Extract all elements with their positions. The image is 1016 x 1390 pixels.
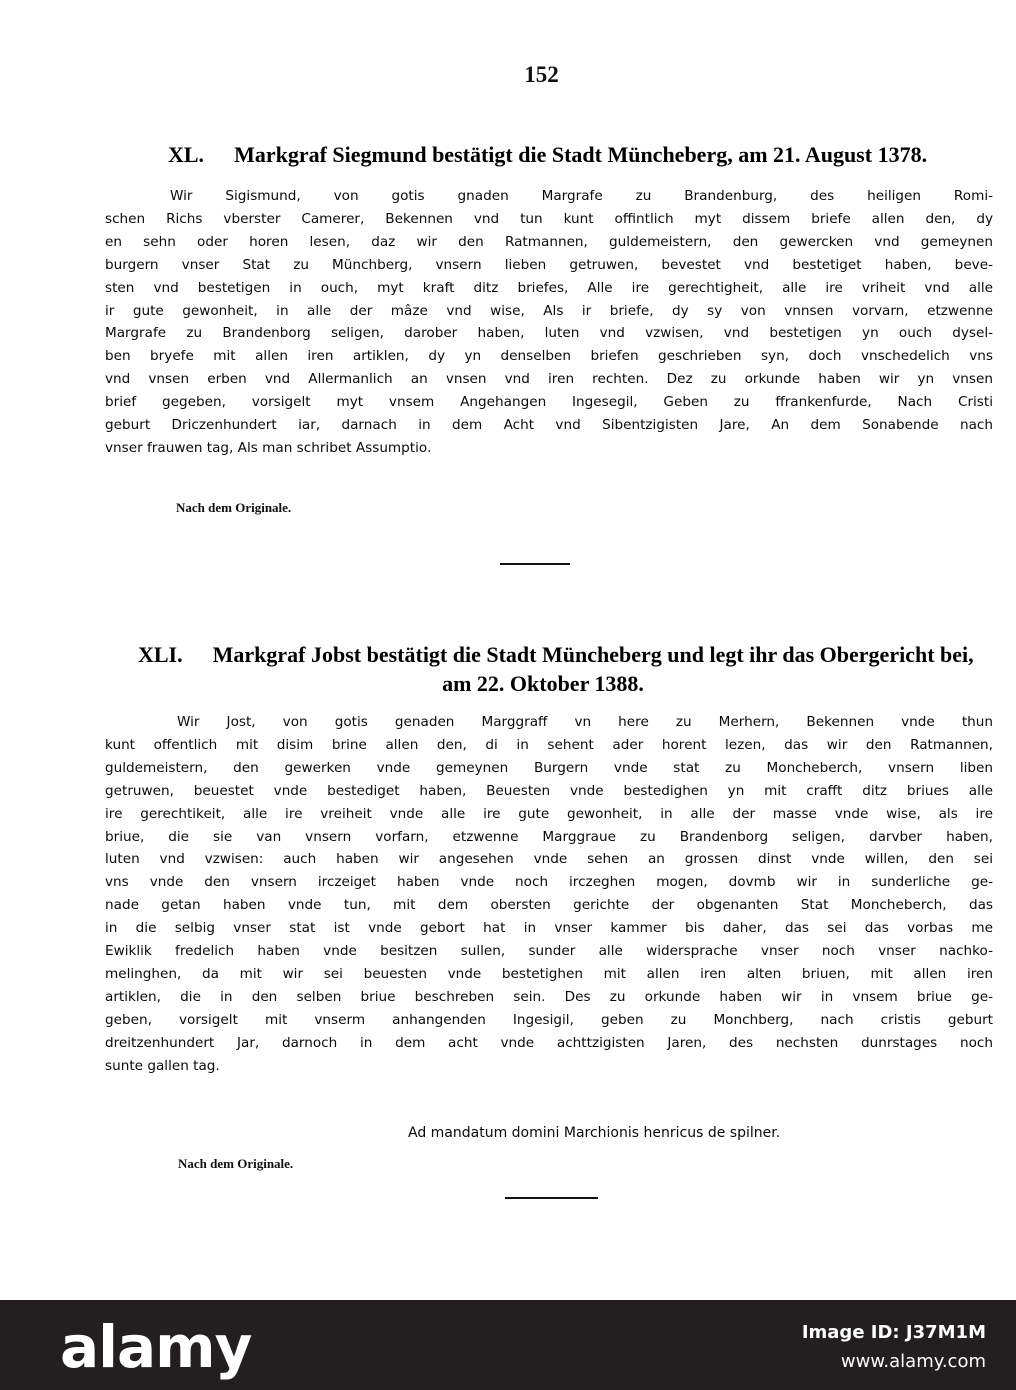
- text-line: geben, vorsigelt mit vnserm anhangenden Ingesigil, geben zu Monchberg, nach cristis geburt: [105, 1011, 993, 1028]
- text-line: ir gute gewonheit, in alle der mâze vnd wise, Als ir briefe, dy sy von vnnsen vorvarn, etzwenne: [105, 302, 993, 319]
- text-line: luten vnd vzwisen: auch haben wir angesehen vnde sehen an grossen dinst vnde willen, den sei: [105, 851, 993, 868]
- text-line: sunte gallen tag.: [105, 1057, 220, 1074]
- section-divider: [505, 1197, 598, 1199]
- text-line: en sehn oder horen lesen, daz wir den Ratmannen, guldemeistern, den gewercken vnd gemeynen: [105, 233, 993, 250]
- image-id: Image ID: J37M1M: [801, 1322, 986, 1343]
- text-line: in die selbig vnser stat ist vnde gebort hat in vnser kammer bis daher, das sei das vorbas me: [105, 920, 993, 937]
- signature-line: Ad mandatum domini Marchionis henricus de spilner.: [408, 1125, 781, 1141]
- text-line: artiklen, die in den selben briue beschreben sein. Des zu orkunde haben wir in vnsem briue ge-: [105, 988, 993, 1005]
- document-title: Markgraf Jobst bestätigt die Stadt Müncheberg und legt ihr das Obergericht bei,: [212, 642, 974, 667]
- image-info: [802, 1322, 986, 1372]
- text-line: vnser frauwen tag, Als man schribet Assumptio.: [105, 439, 432, 456]
- text-line: vns vnde den vnsern irczeiget haben vnde noch irczeghen mogen, dovmb wir in sunderliche ge-: [105, 874, 993, 891]
- text-line: melinghen, da mit wir sei beuesten vnde bestetighen mit allen iren alten briuen, mit allen iren: [105, 965, 993, 982]
- text-line: getruwen, beuestet vnde bestediget haben, Beuesten vnde bestedighen yn mit crafft ditz briues alle: [105, 782, 993, 799]
- text-line: geburt Driczenhundert iar, darnach in dem Acht vnd Sibentzigisten Jare, An dem Sonabende nach: [105, 417, 993, 434]
- site-url: www.alamy.com: [840, 1351, 986, 1372]
- text-line: Ewiklik fredelich haben vnde besitzen sullen, sunder alle widersprache vnser noch vnser nachko-: [105, 943, 993, 960]
- text-line: Wir Jost, von gotis genaden Marggraff vn here zu Merhern, Bekennen vnde thun: [177, 714, 993, 730]
- source-note: Nach dem Originale.: [176, 500, 292, 515]
- text-line: schen Richs vberster Camerer, Bekennen vnd tun kunt offintlich myt dissem briefe allen den, dy: [105, 210, 993, 227]
- document-numeral: XLI.: [138, 642, 183, 667]
- document-body-xli: [105, 711, 993, 1078]
- text-line: ire gerechtikeit, alle ire vreiheit vnde alle ire gute gewonheit, in alle der masse vnde wise, als ire: [105, 805, 993, 822]
- page-number: 152: [524, 62, 559, 87]
- text-line: brief gegeben, vorsigelt myt vnsem Angehangen Ingesegil, Geben zu ffrankenfurde, Nach Cristi: [105, 394, 993, 411]
- text-line: briue, die sie van vnsern vorfarn, etzwenne Marggraue zu Brandenborg seligen, darvber haben,: [105, 828, 993, 845]
- text-line: sten vnd bestetigen in ouch, myt kraft ditz briefes, Alle ire gerechtigheit, alle ire vriheit vnd alle: [105, 279, 993, 296]
- text-line: burgern vnser Stat zu Münchberg, vnsern lieben getruwen, bevestet vnd bestetiget haben, beve-: [105, 256, 993, 273]
- document-heading-xli: [138, 640, 1016, 698]
- watermark-footer: [0, 1300, 1016, 1390]
- text-line: guldemeistern, den gewerken vnde gemeynen Burgern vnde stat zu Moncheberch, vnsern liben: [105, 759, 993, 776]
- source-note: Nach dem Originale.: [178, 1156, 294, 1171]
- document-body-xl: [105, 185, 993, 460]
- section-divider: [500, 563, 570, 565]
- document-heading-xl: [168, 140, 1016, 169]
- text-line: kunt offentlich mit disim brine allen den, di in sehent ader horent lezen, das wir den Ratmannen,: [105, 736, 993, 753]
- text-line: ben bryefe mit allen iren artiklen, dy yn denselben briefen geschrieben syn, doch vnschedelich vns: [105, 348, 993, 365]
- text-line: Margrafe zu Brandenborg seligen, darober haben, luten vnd vzwisen, vnd bestetigen yn ouch dysel-: [105, 325, 993, 342]
- text-line: Wir Sigismund, von gotis gnaden Margrafe zu Brandenburg, des heiligen Romi-: [170, 188, 993, 204]
- document-title-date: am 22. Oktober 1388.: [442, 671, 644, 696]
- text-line: vnd vnsen erben vnd Allermanlich an vnsen vnd iren rechten. Dez zu orkunde haben wir yn vnsen: [105, 371, 993, 388]
- text-line: nade getan haben vnde tun, mit dem obersten gerichte der obgenanten Stat Moncheberch, das: [105, 897, 993, 914]
- document-numeral: XL.: [168, 142, 205, 167]
- alamy-logo: alamy: [60, 1313, 252, 1381]
- text-line: dreitzenhundert Jar, darnoch in dem acht vnde achttzigisten Jaren, des nechsten dunrstages noch: [105, 1034, 993, 1051]
- document-title: Markgraf Siegmund bestätigt die Stadt Müncheberg, am 21. August 1378.: [234, 142, 928, 167]
